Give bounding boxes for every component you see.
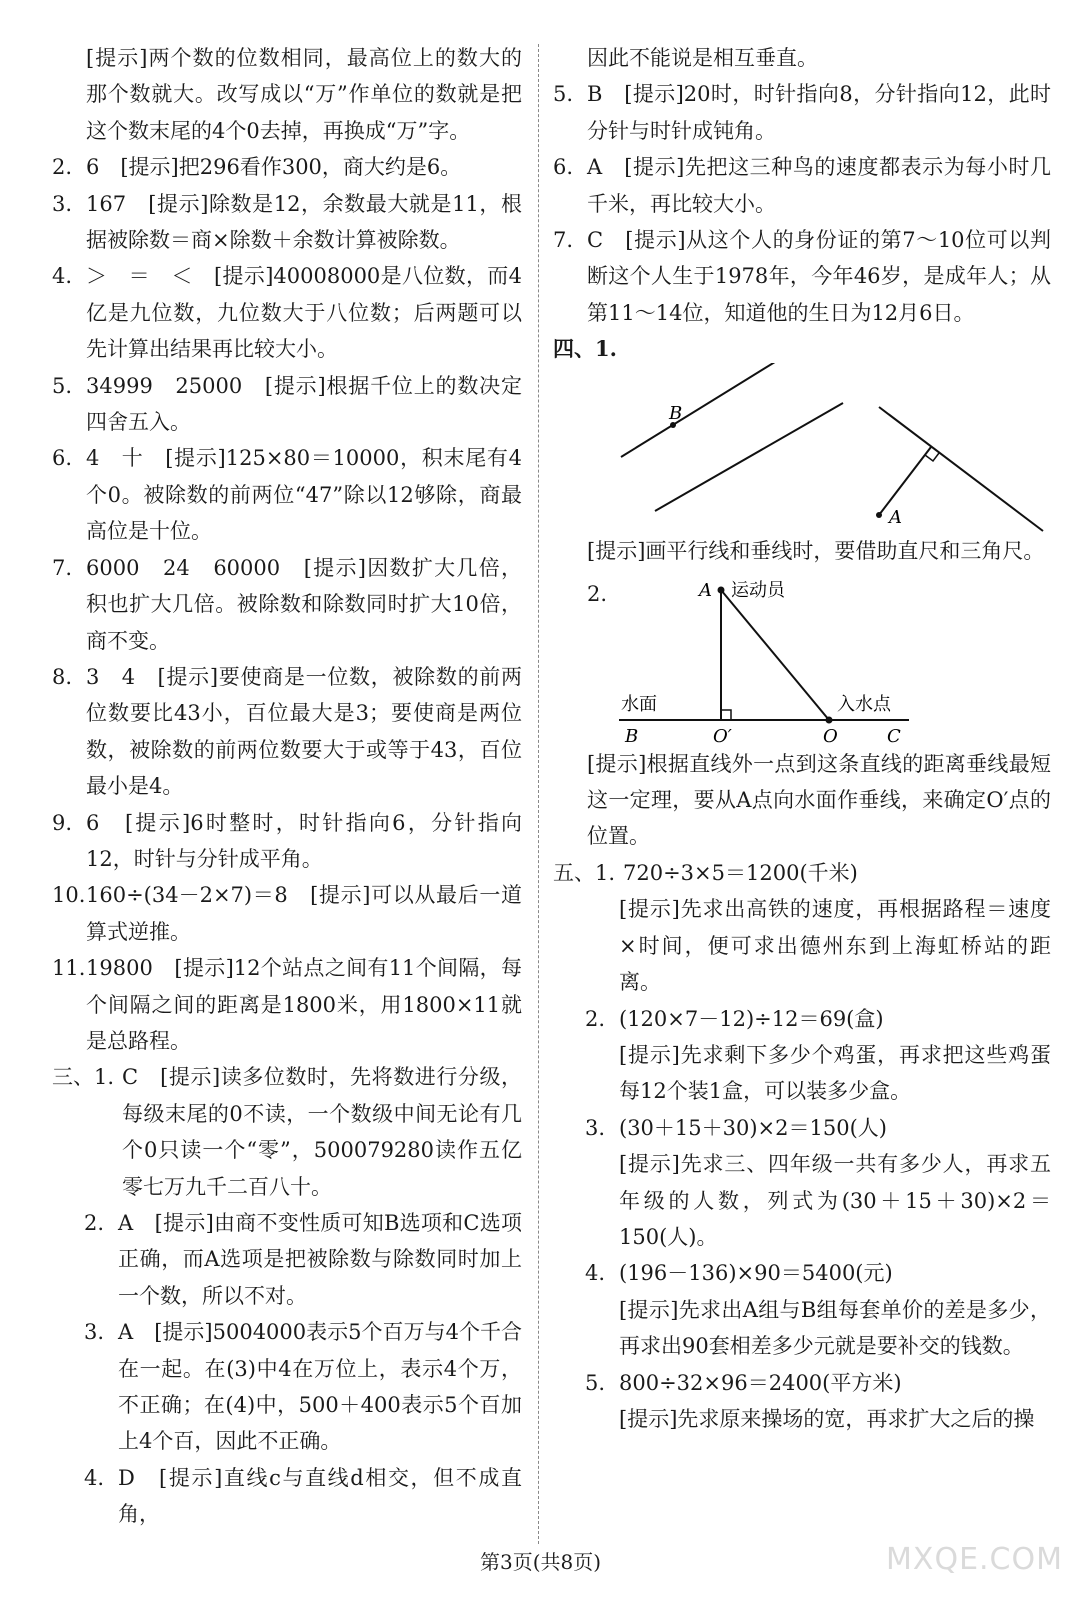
item-number: 7. (553, 228, 574, 253)
answer-item (553, 1292, 1051, 1365)
answer-item (52, 149, 522, 185)
item-text: [提示]两个数的位数相同，最高位上的数大的那个数就大。改写成以“万”作单位的数就是把这个数末尾的4个0去掉，再换成“万”字。 (86, 46, 522, 143)
label-a: A (699, 579, 712, 601)
item-text: 167 [提示]除数是12，余数最大就是11，根据被除数＝商×除数＋余数计算被除数。 (86, 191, 522, 253)
item-number: 2. (84, 1211, 105, 1235)
label-a: A (889, 507, 902, 529)
label-b: B (669, 403, 683, 425)
item-number: 11. (52, 956, 86, 981)
right-top-list (553, 40, 1051, 331)
answer-item (52, 1059, 522, 1205)
hint-4-1 (553, 533, 1051, 569)
answer-item (553, 1365, 1051, 1401)
right-column (553, 40, 1051, 1437)
answer-item (553, 1037, 1051, 1110)
section-4-item-1 (553, 331, 1051, 367)
answer-item (553, 40, 1051, 76)
answer-item (52, 1460, 522, 1533)
item-number: 5. (585, 1370, 606, 1395)
item-number: 四、1. (553, 336, 617, 362)
item-text: 6 [提示]6时整时，时针指向6，分针指向12，时针与分针成平角。 (86, 810, 522, 871)
item-text: 800÷32×96＝2400(平方米) (619, 1370, 902, 1395)
answer-item (553, 1110, 1051, 1146)
item-text: A [提示]5004000表示5个百万与4个千合在一起。在(3)中4在万位上，表示4个万，不正确；在(4)中，500＋400表示5个百加上4个百，因此不正确。 (118, 1320, 522, 1454)
label-o1: O′ (713, 725, 732, 746)
answer-item (553, 855, 1051, 891)
item-text: 3 4 [提示]要使商是一位数，被除数的前两位数要比43小，百位最大是3；要使商是两位数，被除数的前两位数要大于或等于43，百位最小是4。 (86, 664, 522, 799)
item-text: [提示]先求三、四年级一共有多少人，再求五年级的人数，列式为(30＋15＋30)×2＝150(人)。 (619, 1152, 1051, 1249)
item-text: 19800 [提示]12个站点之间有11个间隔，每个间隔之间的距离是1800米，用1800×11就是总路程。 (86, 956, 522, 1053)
label-entry: 入水点 (837, 693, 891, 715)
item-number: 4. (585, 1261, 606, 1286)
point-a (876, 512, 882, 518)
answer-item (52, 186, 522, 259)
answer-item (553, 76, 1051, 149)
answer-item (52, 1205, 522, 1314)
perpendicular-line (879, 447, 931, 515)
item-text: [提示]先求出高铁的速度，再根据路程＝速度×时间，便可求出德州东到上海虹桥站的距离。 (619, 897, 1051, 995)
item-text: 34999 25000 [提示]根据千位上的数决定四舍五入。 (86, 373, 522, 435)
item-text: 6 [提示]把296看作300，商大约是6。 (86, 155, 462, 180)
answer-item (553, 1001, 1051, 1037)
item-number: 4. (84, 1465, 105, 1490)
answer-item (553, 891, 1051, 1000)
answer-item (52, 877, 522, 950)
point-o (826, 716, 833, 723)
right-angle-mark (925, 453, 939, 461)
answer-item (52, 659, 522, 805)
item-number: 3. (84, 1320, 105, 1345)
answer-item (553, 222, 1051, 331)
item-number: 9. (52, 810, 73, 835)
label-water: 水面 (621, 693, 657, 715)
slanted-line (879, 407, 1043, 531)
item-text: D [提示]直线c与直线d相交，但不成直角， (118, 1465, 522, 1527)
label-o: O (823, 725, 838, 746)
page-number: 第3页(共8页) (479, 1550, 602, 1574)
hint-4-2 (553, 746, 1051, 855)
item-text: A [提示]由商不变性质可知B选项和C选项正确，而A选项是把被除数与除数同时加上一个数，所以不对。 (118, 1211, 522, 1308)
item-text: [提示]先求出A组与B组每套单价的差是多少，再求出90套相差多少元就是要补交的钱数。 (619, 1297, 1051, 1359)
item-text: [提示]先求剩下多少个鸡蛋，再求把这些鸡蛋每12个装1盒，可以装多少盒。 (619, 1042, 1051, 1104)
answer-item (553, 1401, 1051, 1437)
item-text: 因此不能说是相互垂直。 (587, 46, 818, 70)
item-text: ＞ ＝ ＜ [提示]40008000是八位数，而4亿是九位数，九位数大于八位数；后两题可以先计算出结果再比较大小。 (86, 264, 522, 362)
item-text: C [提示]从这个人的身份证的第7～10位可以判断这个人生于1978年，今年46岁，是成年人；从第11～14位，知道他的生日为12月6日。 (587, 228, 1051, 325)
left-column (52, 40, 522, 1533)
item-text: (120×7－12)÷12＝69(盒) (619, 1006, 884, 1031)
answer-item (52, 550, 522, 659)
slanted-ao (721, 590, 829, 720)
answer-item (553, 1255, 1051, 1291)
answer-item (52, 1314, 522, 1460)
right-angle-mark (721, 710, 731, 720)
item-number: 7. (52, 555, 73, 580)
answer-item (52, 40, 522, 149)
answer-item (52, 368, 522, 441)
answer-item (52, 440, 522, 549)
athlete-dive-figure (553, 570, 1051, 746)
figure-1-svg (553, 363, 1051, 533)
item-number: 三、1. (52, 1065, 115, 1090)
hint-text: [提示]根据直线外一点到这条直线的距离垂线最短这一定理，要从A点向水面作垂线，来确定O′点的位置。 (587, 751, 1051, 849)
figure-2-svg (553, 570, 1051, 746)
parallel-perpendicular-figure (553, 363, 1051, 533)
label-athlete: 运动员 (731, 579, 785, 601)
item-number: 4. (52, 264, 73, 289)
answer-item (52, 950, 522, 1059)
hint-text: [提示]画平行线和垂线时，要借助直尺和三角尺。 (587, 539, 1045, 564)
item-text: (30＋15＋30)×2＝150(人) (619, 1115, 887, 1140)
item-text: 720÷3×5＝1200(千米) (623, 860, 858, 885)
item-text: [提示]先求原来操场的宽，再求扩大之后的操 (619, 1406, 1035, 1431)
item-text: 6000 24 60000 [提示]因数扩大几倍，积也扩大几倍。被除数和除数同时扩大10倍，商不变。 (86, 555, 522, 653)
item-text: A [提示]先把这三种鸟的速度都表示为每小时几千米，再比较大小。 (587, 155, 1051, 216)
item-number: 2. (587, 581, 608, 606)
item-text: (196－136)×90＝5400(元) (619, 1261, 893, 1286)
answer-item (553, 149, 1051, 222)
column-divider (538, 44, 539, 1544)
item-number: 6. (52, 446, 73, 471)
item-number: 3. (585, 1115, 606, 1140)
label-c: C (887, 725, 901, 746)
item-number: 2. (52, 155, 73, 180)
item-text: B [提示]20时，时针指向8，分针指向12，此时分针与时针成钝角。 (587, 82, 1051, 143)
item-text: 4 十 [提示]125×80＝10000，积末尾有4个0。被除数的前两位“47”除以12够除，商最高位是十位。 (86, 446, 522, 544)
item-number: 五、1. (553, 860, 616, 885)
item-text: 160÷(34－2×7)＝8 [提示]可以从最后一道算式逆推。 (86, 883, 522, 944)
item-number: 5. (553, 82, 574, 107)
item-number: 6. (553, 155, 574, 180)
item-number: 2. (585, 1006, 606, 1031)
answer-item (52, 258, 522, 367)
item-number: 10. (52, 883, 86, 908)
label-b: B (625, 725, 639, 746)
item-number: 3. (52, 191, 73, 216)
answer-item (553, 1146, 1051, 1255)
answer-item (52, 805, 522, 878)
item-number: 8. (52, 664, 73, 689)
item-text: C [提示]读多位数时，先将数进行分级，每级末尾的0不读，一个数级中间无论有几个0只读一个“零”，500079280读作五亿零七万九千二百八十。 (122, 1065, 522, 1199)
item-number: 5. (52, 373, 73, 398)
parallel-line-1 (621, 363, 783, 457)
watermark: MXQE.COM (886, 1542, 1063, 1577)
section-5-list (553, 855, 1051, 1438)
